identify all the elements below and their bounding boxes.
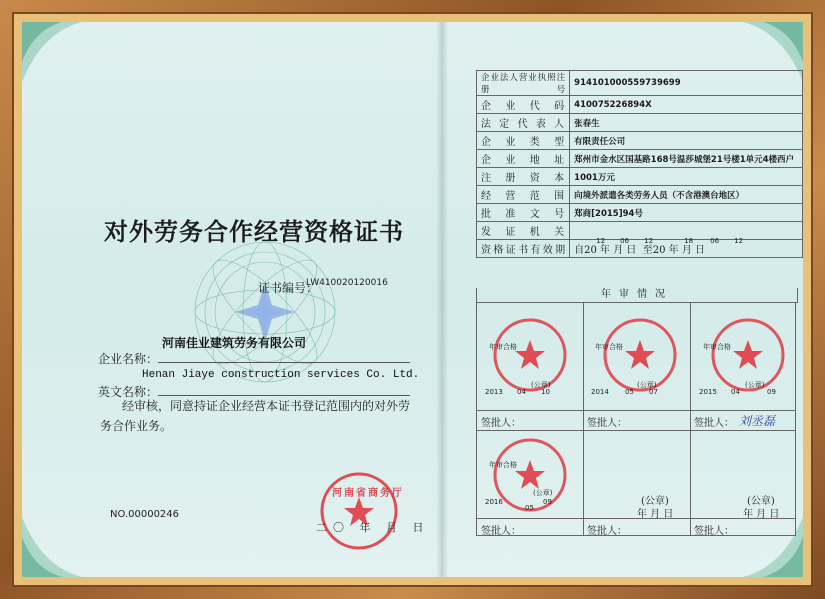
annual-review-grid — [476, 302, 796, 536]
review-3-gongzhang: (公章) — [745, 381, 765, 389]
review-2-label: 年审合格 — [595, 343, 623, 351]
company-name-value: 河南佳业建筑劳务有限公司 — [162, 336, 307, 350]
info-row-value: 有限责任公司 — [570, 132, 803, 150]
company-name-label: 企业名称： — [98, 352, 159, 366]
issue-date: 二〇 年 月 日 — [316, 521, 430, 534]
review-3-label: 年审合格 — [703, 343, 731, 351]
info-row-value: 914101000559739699 — [570, 71, 803, 96]
signer-signature: 刘丞磊 — [739, 414, 776, 428]
info-row-label: 企业法人营业执照注册号 — [477, 71, 570, 96]
review-4-day: 09 — [543, 498, 552, 506]
review-4-label: 年审合格 — [489, 461, 517, 469]
info-row-value: 郑州市金水区国基路168号温莎城堡21号楼1单元4楼西户 — [570, 150, 803, 168]
info-row — [477, 168, 803, 186]
english-name-value: Henan Jiaye construction services Co. Ltd. — [142, 369, 420, 381]
review-2-month: 05 — [625, 388, 634, 396]
signer-label-1: 签批人： — [481, 418, 521, 429]
info-row — [477, 132, 803, 150]
certificate-title: 对外劳务合作经营资格证书 — [104, 217, 404, 246]
validity-from-month: 06 — [620, 237, 630, 245]
info-row-value: 1001万元 — [570, 168, 803, 186]
info-row — [477, 222, 803, 240]
info-row-value: 410075226894X — [570, 96, 803, 114]
cert-no-label: 证书编号： — [258, 281, 319, 295]
right-page — [442, 22, 803, 577]
review-1-month: 04 — [517, 388, 526, 396]
left-page — [22, 22, 442, 577]
info-row-label: 经营范围 — [477, 186, 570, 204]
review-4-month: 05 — [525, 504, 534, 512]
validity-from-text: 自20 年 月 日 — [574, 245, 637, 256]
validity-to-day: 12 — [734, 237, 744, 245]
certificate-paper — [22, 22, 803, 577]
serial-number: NO.00000246 — [110, 509, 180, 520]
provincial-seal — [318, 470, 400, 552]
info-row-label: 批准文号 — [477, 204, 570, 222]
review-1-day: 10 — [541, 388, 550, 396]
review-1-year: 2013 — [485, 388, 503, 396]
registration-info-table — [476, 70, 803, 258]
signer-label-6: 签批人： — [694, 526, 734, 537]
cert-no-value: LW410020120016 — [306, 278, 388, 288]
empty-cell-2-gongzhang: (公章) — [641, 496, 669, 507]
info-row — [477, 204, 803, 222]
validity-from-year: 12 — [596, 237, 606, 245]
empty-cell-3-gongzhang: (公章) — [747, 496, 775, 507]
validity-from-day: 12 — [644, 237, 654, 245]
validity-row — [477, 240, 803, 258]
review-3-year: 2015 — [699, 388, 717, 396]
info-row-label: 注册资本 — [477, 168, 570, 186]
review-3-day: 09 — [767, 388, 776, 396]
signer-label-3: 签批人： — [694, 418, 734, 429]
info-row — [477, 186, 803, 204]
review-4-gongzhang: (公章) — [533, 489, 553, 497]
annual-review-title: 年审情况 — [476, 288, 798, 303]
info-row-label: 发证机关 — [477, 222, 570, 240]
approval-statement: 经审核，同意持证企业经营本证书登记范围内的对外劳务合作业务。 — [100, 399, 411, 433]
info-row — [477, 71, 803, 96]
info-row-label: 企业地址 — [477, 150, 570, 168]
validity-to-year: 18 — [684, 237, 694, 245]
info-row-value: 向境外派遣各类劳务人员（不含港澳台地区） — [570, 186, 803, 204]
guilloche-rosette-icon — [190, 237, 340, 387]
signer-label-5: 签批人： — [587, 526, 627, 537]
company-name-underline — [158, 362, 410, 363]
provincial-seal-text: 河南省商务厅 — [332, 488, 404, 499]
review-2-year: 2014 — [591, 388, 609, 396]
review-1-label: 年审合格 — [489, 343, 517, 351]
info-row — [477, 150, 803, 168]
validity-to-text: 至20 年 月 日 — [642, 245, 706, 256]
signer-label-4: 签批人： — [481, 526, 521, 537]
review-3-month: 04 — [731, 388, 740, 396]
signer-label-2: 签批人： — [587, 418, 627, 429]
review-stamp-icon — [491, 316, 569, 394]
info-row-value: 郑商[2015]94号 — [570, 204, 803, 222]
info-row — [477, 96, 803, 114]
empty-cell-3-date: 年 月 日 — [743, 509, 780, 520]
review-2-gongzhang: (公章) — [637, 381, 657, 389]
review-4-year: 2016 — [485, 498, 503, 506]
review-1-gongzhang: (公章) — [531, 381, 551, 389]
review-2-day: 07 — [649, 388, 658, 396]
info-row-label: 法定代表人 — [477, 114, 570, 132]
validity-value — [570, 237, 803, 258]
validity-to-month: 06 — [710, 237, 720, 245]
info-row-value: 张春生 — [570, 114, 803, 132]
info-row-label: 企业类型 — [477, 132, 570, 150]
english-name-label: 英文名称： — [98, 385, 159, 399]
info-row-label: 企业代码 — [477, 96, 570, 114]
info-row — [477, 114, 803, 132]
empty-cell-2-date: 年 月 日 — [637, 509, 674, 520]
validity-label: 资格证书有效期 — [477, 240, 570, 258]
